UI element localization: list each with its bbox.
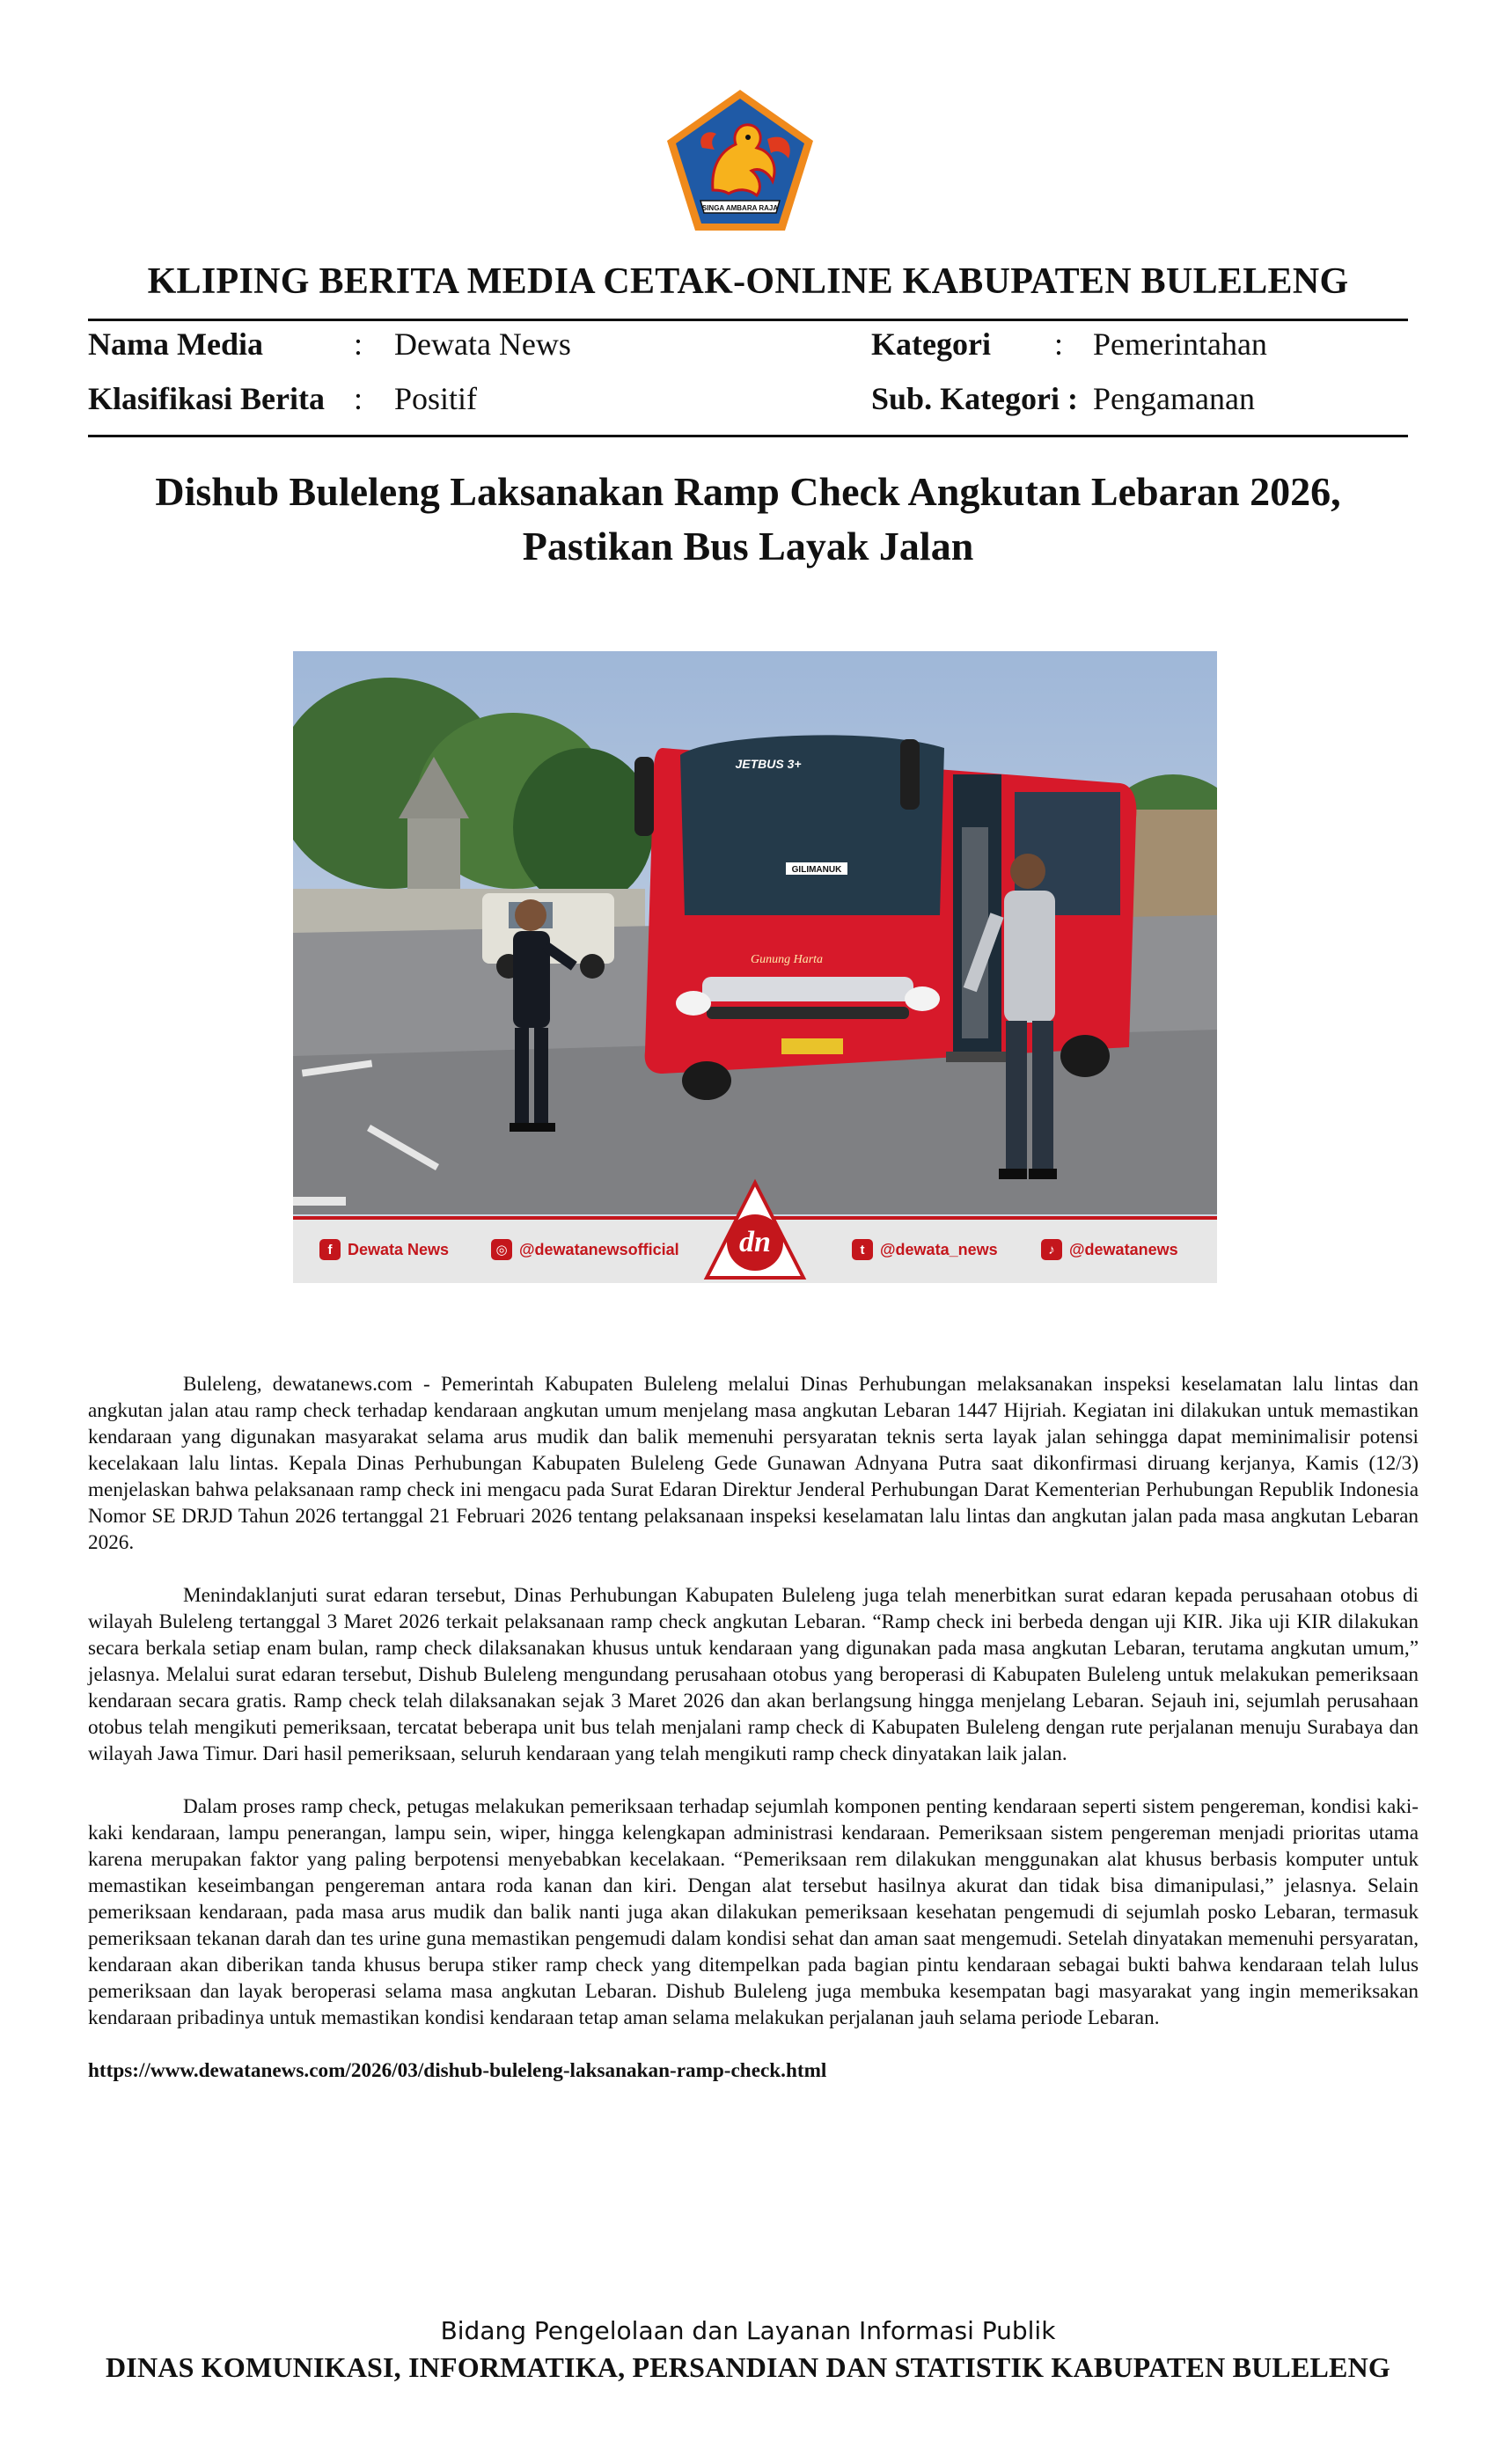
watermark-instagram-text: @dewatanewsofficial (519, 1240, 679, 1258)
watermark-twitter (852, 1239, 998, 1260)
facebook-icon: f (319, 1239, 341, 1260)
bus-windshield-text: JETBUS 3+ (735, 757, 802, 771)
media-name-colon: : (354, 326, 363, 362)
headline-line-1: Dishub Buleleng Laksanakan Ramp Check Angkutan Lebaran 2026, (155, 469, 1341, 514)
article-paragraph: Menindaklanjuti surat edaran tersebut, Dinas Perhubungan Kabupaten Buleleng juga telah menerbitkan surat edaran kepada perusahaan otobus di wilayah Buleleng tertanggal 3 Maret 2026 terkait pelaksanaan ramp check angkutan Lebaran. “Ramp check ini berbeda dengan uji KIR. Jika uji KIR dilakukan secara berkala setiap enam bulan, ramp check dilaksanakan khusus untuk kendaraan yang digunakan pada masa angkutan Lebaran, terutama angkutan umum,” jelasnya. Melalui surat edaran tersebut, Dishub Buleleng mengundang perusahaan otobus yang beroperasi di Kabupaten Buleleng untuk melakukan pemeriksaan kendaraan secara gratis. Ramp check telah dilaksanakan sejak 3 Maret 2026 dan akan berlangsung hingga menjelang Lebaran. Sejauh ini, sejumlah perusahaan otobus telah mengikuti pemeriksaan, tercatat beberapa unit bus telah menjalani ramp check di Kabupaten Buleleng dengan rute perjalanan menuju Surabaya dan wilayah Jawa Timur. Dari hasil pemeriksaan, seluruh kendaraan yang telah mengikuti ramp check dinyatakan laik jalan. (88, 1584, 1419, 1765)
subcategory-label: Sub. Kategori : (871, 381, 1079, 416)
classification-label: Klasifikasi Berita (88, 381, 325, 416)
article-headline (106, 465, 1390, 574)
tiktok-icon: ♪ (1041, 1239, 1062, 1260)
footer-agency: DINAS KOMUNIKASI, INFORMATIKA, PERSANDIAN DAN STATISTIK KABUPATEN BULELENG (105, 2351, 1391, 2383)
article-body (88, 1371, 1419, 2084)
subcategory-value: Pengamanan (1093, 381, 1255, 416)
watermark-tiktok-text: @dewatanews (1069, 1240, 1178, 1258)
watermark-tiktok (1041, 1239, 1178, 1260)
dewata-news-logo-text: dn (739, 1226, 771, 1258)
category-label: Kategori (871, 326, 991, 362)
media-name-label: Nama Media (88, 326, 263, 362)
header-divider-top (88, 319, 1408, 321)
classification-colon: : (354, 381, 363, 416)
article-photo (293, 651, 1217, 1283)
headline-line-2: Pastikan Bus Layak Jalan (522, 524, 974, 568)
metadata-row-2 (88, 380, 1408, 424)
document-title: KLIPING BERITA MEDIA CETAK-ONLINE KABUPATEN BULELENG (147, 261, 1349, 302)
metadata-block (88, 326, 1408, 440)
buleleng-emblem-logo (662, 86, 818, 234)
article-paragraph: Buleleng, dewatanews.com - Pemerintah Kabupaten Buleleng melalui Dinas Perhubungan melaksanakan inspeksi keselamatan lalu lintas dan angkutan jalan atau ramp check terhadap kendaraan angkutan umum menjelang masa angkutan Lebaran 1447 Hijriah. Kegiatan ini dilakukan untuk memastikan kendaraan yang digunakan masyarakat selama arus mudik dan balik memenuhi persyaratan teknis serta layak jalan sehingga dapat meminimalisir potensi kecelakaan lalu lintas. Kepala Dinas Perhubungan Kabupaten Buleleng Gede Gunawan Adnyana Putra saat dikonfirmasi diruang kerjanya, Kamis (12/3) menjelaskan bahwa pelaksanaan ramp check ini mengacu pada Surat Edaran Direktur Jenderal Perhubungan Darat Kementerian Perhubungan Republik Indonesia Nomor SE DRJD Tahun 2026 tertanggal 21 Februari 2026 tentang pelaksanaan inspeksi keselamatan lalu lintas dan angkutan jalan pada masa angkutan Lebaran 2026. (88, 1373, 1419, 1554)
twitter-icon: t (852, 1239, 873, 1260)
watermark-facebook (319, 1239, 449, 1260)
bus-route-sign: GILIMANUK (791, 865, 842, 875)
source-url[interactable]: https://www.dewatanews.com/2026/03/dishub-buleleng-laksanakan-ramp-check.html (88, 2059, 827, 2082)
bus-brand-text: Gunung Harta (751, 953, 824, 966)
watermark-twitter-text: @dewata_news (880, 1240, 998, 1258)
footer-division: Bidang Pengelolaan dan Layanan Informasi Publik (440, 2316, 1056, 2345)
dewata-news-logo (689, 1165, 821, 1280)
instagram-icon: ◎ (491, 1239, 512, 1260)
buleleng-regency-emblem-icon (662, 86, 818, 234)
category-value: Pemerintahan (1093, 326, 1267, 362)
watermark-instagram (491, 1239, 679, 1260)
media-name-value: Dewata News (394, 326, 571, 362)
article-paragraph: Dalam proses ramp check, petugas melakukan pemeriksaan terhadap sejumlah komponen penting kendaraan seperti sistem pengereman, kondisi kaki-kaki kendaraan, lampu penerangan, lampu sein, wiper, hingga kelengkapan administrasi kendaraan. Pemeriksaan sistem pengereman menjadi prioritas utama karena merupakan faktor yang paling berpotensi menyebabkan kecelakaan. “Pemeriksaan rem dilakukan menggunakan alat khusus berbasis komputer untuk memastikan keseimbangan pengereman antara roda kanan dan kiri. Dengan alat tersebut hasilnya akurat dan tidak bisa dimanipulasi,” jelasnya. Selain pemeriksaan kendaraan, pada masa arus mudik dan balik nanti juga akan dilakukan pemeriksaan kesehatan pengemudi di sejumlah posko Lebaran, termasuk pemeriksaan tekanan darah dan tes urine guna memastikan pengemudi dalam kondisi sehat dan aman saat mengemudi. Setelah dinyatakan memenuhi persyaratan, kendaraan akan diberikan tanda khusus berupa stiker ramp check yang ditempelkan pada bagian pintu kendaraan sebagai bukti bahwa kendaraan telah lulus pemeriksaan dan layak beroperasi selama masa angkutan Lebaran. Dishub Buleleng juga membuka kesempatan bagi masyarakat yang ingin memeriksakan kendaraan pribadinya untuk memastikan kondisi kendaraan tetap aman selama melakukan perjalanan jauh selama periode Lebaran. (88, 1795, 1419, 2029)
header-divider-bottom (88, 435, 1408, 437)
emblem-motto: SINGA AMBARA RAJA (701, 204, 779, 212)
metadata-row-1 (88, 326, 1408, 370)
classification-value: Positif (394, 381, 478, 416)
watermark-facebook-text: Dewata News (348, 1240, 450, 1258)
category-colon: : (1054, 326, 1064, 362)
